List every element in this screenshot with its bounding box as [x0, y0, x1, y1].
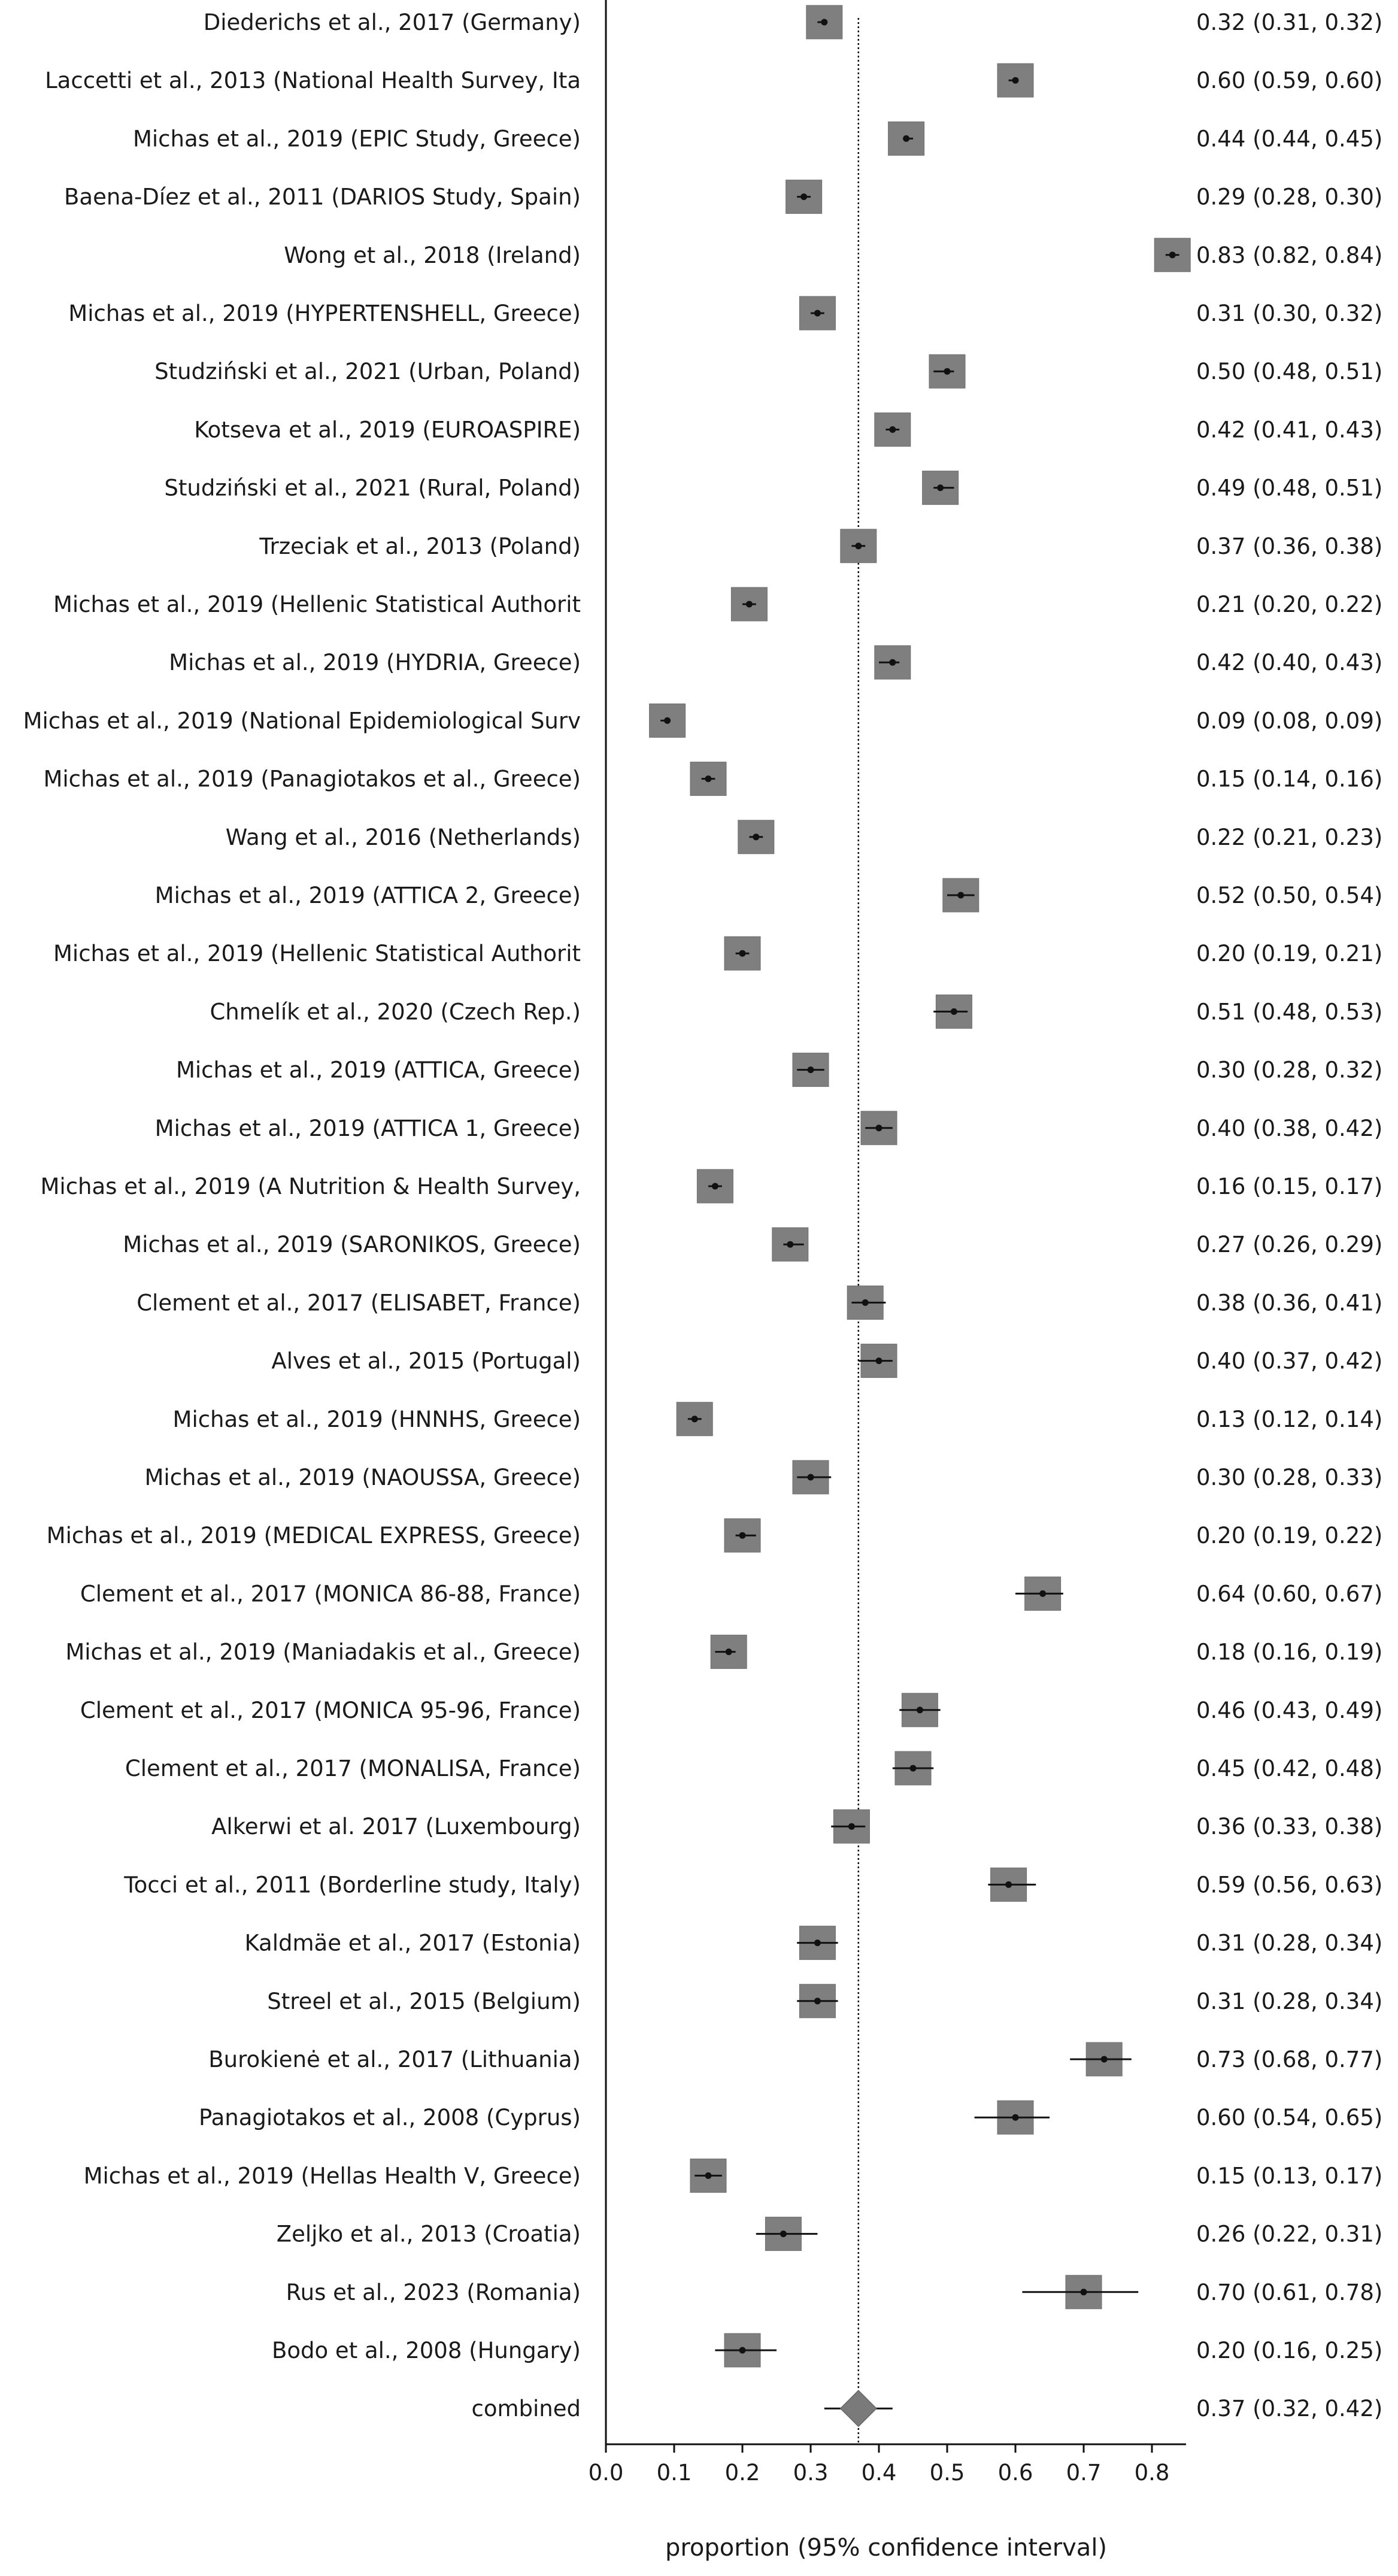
x-tick-label: 0.7: [1066, 2460, 1102, 2486]
ci-label: 0.46 (0.43, 0.49): [1196, 1697, 1383, 1723]
study-point: [876, 1357, 883, 1364]
ci-label: 0.31 (0.28, 0.34): [1196, 1930, 1383, 1956]
study-label: Clement et al., 2017 (MONALISA, France): [125, 1756, 581, 1781]
combined-diamond: [841, 2390, 877, 2426]
study-label: Kotseva et al., 2019 (EUROASPIRE): [194, 417, 581, 443]
study-label: Streel et al., 2015 (Belgium): [267, 1988, 581, 2014]
study-point: [889, 426, 896, 433]
combined-ci-label: 0.37 (0.32, 0.42): [1196, 2396, 1383, 2422]
study-label: Alkerwi et al. 2017 (Luxembourg): [211, 1814, 581, 1840]
study-point: [1101, 2056, 1108, 2063]
study-markers: [650, 5, 1191, 2426]
study-point: [1169, 251, 1176, 258]
study-point: [951, 1008, 957, 1015]
study-label: Michas et al., 2019 (ATTICA 1, Greece): [154, 1115, 581, 1141]
study-point: [821, 19, 827, 26]
study-point: [814, 1998, 821, 2004]
study-label: Michas et al., 2019 (ATTICA, Greece): [175, 1057, 581, 1083]
ci-label: 0.30 (0.28, 0.32): [1196, 1057, 1383, 1083]
study-label: Michas et al., 2019 (NAOUSSA, Greece): [144, 1465, 581, 1490]
study-label: Clement et al., 2017 (MONICA 86-88, France): [80, 1581, 581, 1607]
study-point: [739, 2347, 746, 2354]
study-point: [692, 1416, 698, 1422]
study-point: [753, 834, 759, 840]
ci-label: 0.40 (0.37, 0.42): [1196, 1348, 1383, 1374]
ci-label: 0.73 (0.68, 0.77): [1196, 2047, 1383, 2072]
study-labels: [23, 10, 581, 2422]
x-tick-label: 0.8: [1134, 2460, 1170, 2486]
ci-label: 0.20 (0.19, 0.22): [1196, 1523, 1383, 1549]
ci-label: 0.64 (0.60, 0.67): [1196, 1581, 1383, 1607]
ci-label: 0.60 (0.54, 0.65): [1196, 2105, 1383, 2131]
study-point: [1039, 1590, 1046, 1597]
study-label: Studziński et al., 2021 (Urban, Poland): [154, 359, 581, 385]
x-tick-label: 0.2: [724, 2460, 760, 2486]
x-tick-label: 0.6: [997, 2460, 1033, 2486]
x-axis-title: proportion (95% confidence interval): [665, 2534, 1108, 2562]
study-point: [917, 1707, 923, 1713]
study-point: [808, 1066, 814, 1073]
study-label: Michas et al., 2019 (Maniadakis et al., Greece): [65, 1639, 581, 1665]
study-point: [862, 1299, 869, 1306]
x-axis-ticks: [589, 2444, 1170, 2486]
study-label: Clement et al., 2017 (MONICA 95-96, France): [80, 1697, 581, 1723]
ci-label: 0.13 (0.12, 0.14): [1196, 1406, 1383, 1432]
ci-labels: [1196, 10, 1382, 2422]
study-point: [855, 543, 862, 549]
ci-label: 0.83 (0.82, 0.84): [1196, 242, 1383, 268]
study-label: Wang et al., 2016 (Netherlands): [225, 824, 581, 850]
study-point: [746, 601, 753, 608]
study-point: [1005, 1881, 1012, 1888]
study-label: Michas et al., 2019 (EPIC Study, Greece): [132, 126, 581, 152]
ci-label: 0.32 (0.31, 0.32): [1196, 10, 1383, 35]
study-point: [664, 717, 671, 724]
study-point: [726, 1648, 732, 1655]
ci-label: 0.15 (0.14, 0.16): [1196, 766, 1383, 792]
study-point: [1081, 2289, 1087, 2295]
x-tick-label: 0.0: [588, 2460, 624, 2486]
ci-label: 0.29 (0.28, 0.30): [1196, 184, 1383, 210]
study-label: Laccetti et al., 2013 (National Health Survey, Ita: [45, 68, 581, 94]
study-point: [712, 1183, 718, 1190]
study-label: Rus et al., 2023 (Romania): [286, 2279, 581, 2305]
study-label: Michas et al., 2019 (National Epidemiological Surv: [23, 708, 581, 734]
study-label: Tocci et al., 2011 (Borderline study, Italy): [124, 1872, 581, 1898]
study-point: [957, 892, 964, 899]
x-tick-label: 0.5: [929, 2460, 965, 2486]
study-label: Zeljko et al., 2013 (Croatia): [276, 2221, 581, 2247]
study-point: [944, 368, 951, 375]
ci-label: 0.52 (0.50, 0.54): [1196, 883, 1383, 908]
ci-label: 0.21 (0.20, 0.22): [1196, 592, 1383, 617]
study-label: Baena-Díez et al., 2011 (DARIOS Study, Spain): [64, 184, 581, 210]
study-label: Wong et al., 2018 (Ireland): [284, 242, 581, 268]
study-label: Chmelík et al., 2020 (Czech Rep.): [210, 999, 581, 1025]
ci-label: 0.40 (0.38, 0.42): [1196, 1115, 1383, 1141]
study-point: [814, 1939, 821, 1946]
ci-label: 0.37 (0.36, 0.38): [1196, 533, 1383, 559]
study-point: [910, 1765, 917, 1772]
study-point: [814, 310, 821, 317]
ci-label: 0.50 (0.48, 0.51): [1196, 359, 1383, 385]
ci-label: 0.44 (0.44, 0.45): [1196, 126, 1383, 152]
study-label: Burokienė et al., 2017 (Lithuania): [208, 2047, 581, 2072]
x-tick-label: 0.4: [861, 2460, 897, 2486]
study-point: [903, 135, 909, 142]
study-point: [848, 1823, 855, 1830]
x-tick-label: 0.3: [793, 2460, 829, 2486]
study-label: Michas et al., 2019 (ATTICA 2, Greece): [154, 883, 581, 908]
ci-label: 0.42 (0.41, 0.43): [1196, 417, 1383, 443]
study-label: Michas et al., 2019 (Hellas Health V, Greece): [83, 2163, 581, 2189]
ci-label: 0.70 (0.61, 0.78): [1196, 2279, 1383, 2305]
study-point: [1012, 2114, 1019, 2121]
study-label: Michas et al., 2019 (MEDICAL EXPRESS, Greece): [46, 1523, 581, 1549]
study-label: Alves et al., 2015 (Portugal): [271, 1348, 581, 1374]
study-point: [937, 484, 944, 491]
combined-label: combined: [471, 2396, 581, 2422]
study-point: [800, 193, 807, 200]
study-point: [705, 2172, 712, 2179]
study-point: [787, 1241, 793, 1248]
ci-label: 0.18 (0.16, 0.19): [1196, 1639, 1383, 1665]
ci-label: 0.31 (0.28, 0.34): [1196, 1988, 1383, 2014]
ci-label: 0.51 (0.48, 0.53): [1196, 999, 1383, 1025]
study-label: Kaldmäe et al., 2017 (Estonia): [244, 1930, 581, 1956]
study-point: [889, 659, 896, 666]
study-label: Trzeciak et al., 2013 (Poland): [259, 533, 581, 559]
ci-label: 0.26 (0.22, 0.31): [1196, 2221, 1383, 2247]
ci-label: 0.22 (0.21, 0.23): [1196, 824, 1383, 850]
ci-label: 0.60 (0.59, 0.60): [1196, 68, 1383, 94]
study-point: [739, 950, 746, 957]
ci-label: 0.27 (0.26, 0.29): [1196, 1232, 1383, 1258]
study-label: Studziński et al., 2021 (Rural, Poland): [164, 475, 581, 501]
ci-label: 0.16 (0.15, 0.17): [1196, 1174, 1383, 1199]
ci-label: 0.38 (0.36, 0.41): [1196, 1290, 1383, 1316]
ci-label: 0.42 (0.40, 0.43): [1196, 650, 1383, 676]
ci-label: 0.20 (0.16, 0.25): [1196, 2338, 1383, 2363]
study-label: Clement et al., 2017 (ELISABET, France): [137, 1290, 581, 1316]
study-label: Michas et al., 2019 (Hellenic Statistical Authorit: [53, 941, 581, 967]
study-label: Panagiotakos et al., 2008 (Cyprus): [198, 2105, 581, 2131]
ci-label: 0.20 (0.19, 0.21): [1196, 941, 1383, 967]
study-label: Diederichs et al., 2017 (Germany): [203, 10, 581, 35]
plot-area: [606, 0, 1186, 2444]
study-label: Bodo et al., 2008 (Hungary): [272, 2338, 581, 2363]
ci-label: 0.59 (0.56, 0.63): [1196, 1872, 1383, 1898]
study-label: Michas et al., 2019 (SARONIKOS, Greece): [123, 1232, 581, 1258]
ci-label: 0.36 (0.33, 0.38): [1196, 1814, 1383, 1840]
study-point: [705, 775, 712, 782]
ci-label: 0.49 (0.48, 0.51): [1196, 475, 1383, 501]
ci-label: 0.31 (0.30, 0.32): [1196, 301, 1383, 326]
study-label: Michas et al., 2019 (HNNHS, Greece): [172, 1406, 581, 1432]
study-label: Michas et al., 2019 (Hellenic Statistical Authorit: [53, 592, 581, 617]
study-point: [808, 1474, 814, 1481]
x-tick-label: 0.1: [656, 2460, 692, 2486]
ci-label: 0.30 (0.28, 0.33): [1196, 1465, 1383, 1490]
study-point: [876, 1125, 883, 1131]
study-label: Michas et al., 2019 (A Nutrition & Health Survey,: [40, 1174, 581, 1199]
study-point: [1012, 77, 1019, 84]
ci-label: 0.45 (0.42, 0.48): [1196, 1756, 1383, 1781]
study-label: Michas et al., 2019 (Panagiotakos et al., Greece): [43, 766, 581, 792]
ci-label: 0.09 (0.08, 0.09): [1196, 708, 1383, 734]
ci-label: 0.15 (0.13, 0.17): [1196, 2163, 1383, 2189]
study-label: Michas et al., 2019 (HYPERTENSHELL, Greece): [68, 301, 581, 326]
study-point: [739, 1532, 746, 1539]
study-label: Michas et al., 2019 (HYDRIA, Greece): [169, 650, 581, 676]
study-point: [780, 2230, 787, 2237]
